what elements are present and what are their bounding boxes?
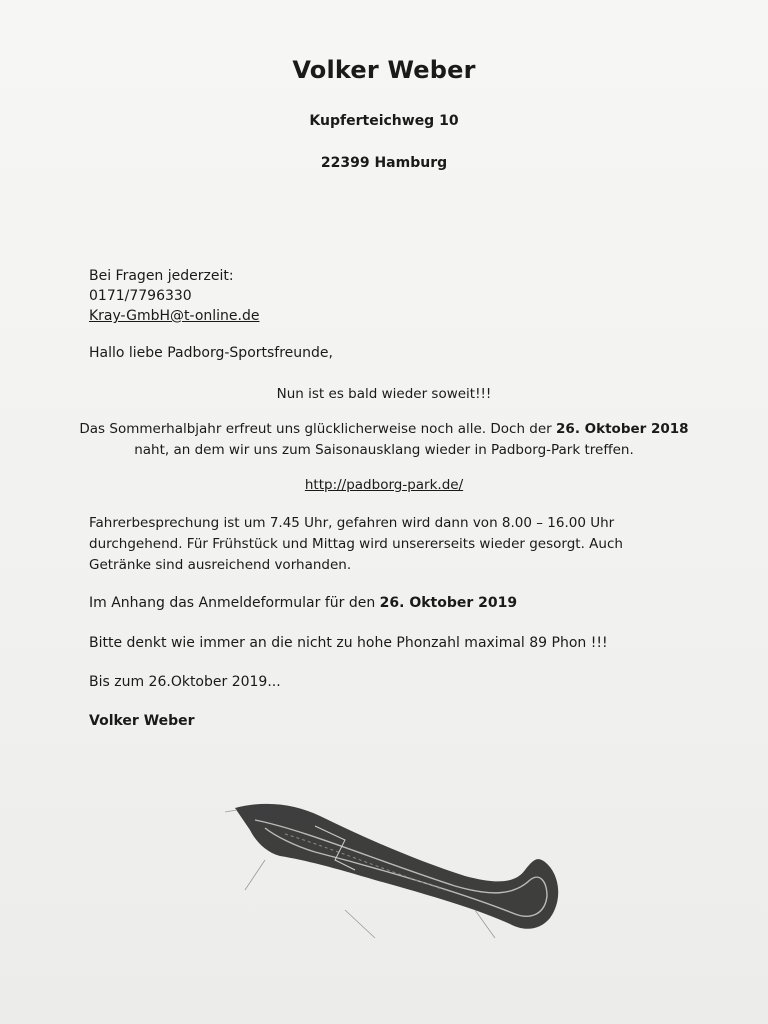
sender-street: Kupferteichweg 10 bbox=[309, 113, 459, 129]
contact-block bbox=[89, 266, 259, 326]
paragraph-season-text-a: Das Sommerhalbjahr erfreut uns glücklicherweise noch alle. Doch der bbox=[79, 421, 557, 437]
contact-intro: Bei Fragen jederzeit: bbox=[89, 268, 234, 284]
paragraph-season bbox=[0, 419, 768, 461]
race-track-map-icon bbox=[225, 790, 585, 940]
greeting: Hallo liebe Padborg-Sportsfreunde, bbox=[89, 345, 333, 361]
announcement-line: Nun ist es bald wieder soweit!!! bbox=[276, 386, 492, 402]
sender-city: 22399 Hamburg bbox=[320, 155, 448, 171]
paragraph-schedule: Fahrerbesprechung ist um 7.45 Uhr, gefahren wird dann von 8.00 – 16.00 Uhr durchgehend. Für Frühstück und Mittag wird unsererseits wieder gesorgt. Auch Getränke sind ausreichend vorhanden. bbox=[89, 515, 623, 573]
paragraph-season-text-b: naht, an dem wir uns zum Saisonausklang wieder in Padborg-Park treffen. bbox=[134, 442, 634, 458]
contact-phone: 0171/7796330 bbox=[89, 288, 192, 304]
website-link[interactable]: http://padborg-park.de/ bbox=[304, 477, 464, 493]
sender-name: Volker Weber bbox=[292, 56, 476, 84]
event-date-2018: 26. Oktober 2018 bbox=[556, 421, 689, 437]
contact-email[interactable]: Kray-GmbH@t-online.de bbox=[89, 308, 260, 324]
closing-line: Bis zum 26.Oktober 2019... bbox=[89, 674, 281, 690]
event-date-2019: 26. Oktober 2019 bbox=[379, 595, 518, 611]
attachment-note bbox=[89, 593, 517, 613]
signature: Volker Weber bbox=[89, 713, 195, 729]
noise-limit-note: Bitte denkt wie immer an die nicht zu hohe Phonzahl maximal 89 Phon !!! bbox=[89, 635, 608, 651]
attachment-note-text: Im Anhang das Anmeldeformular für den bbox=[89, 595, 380, 611]
